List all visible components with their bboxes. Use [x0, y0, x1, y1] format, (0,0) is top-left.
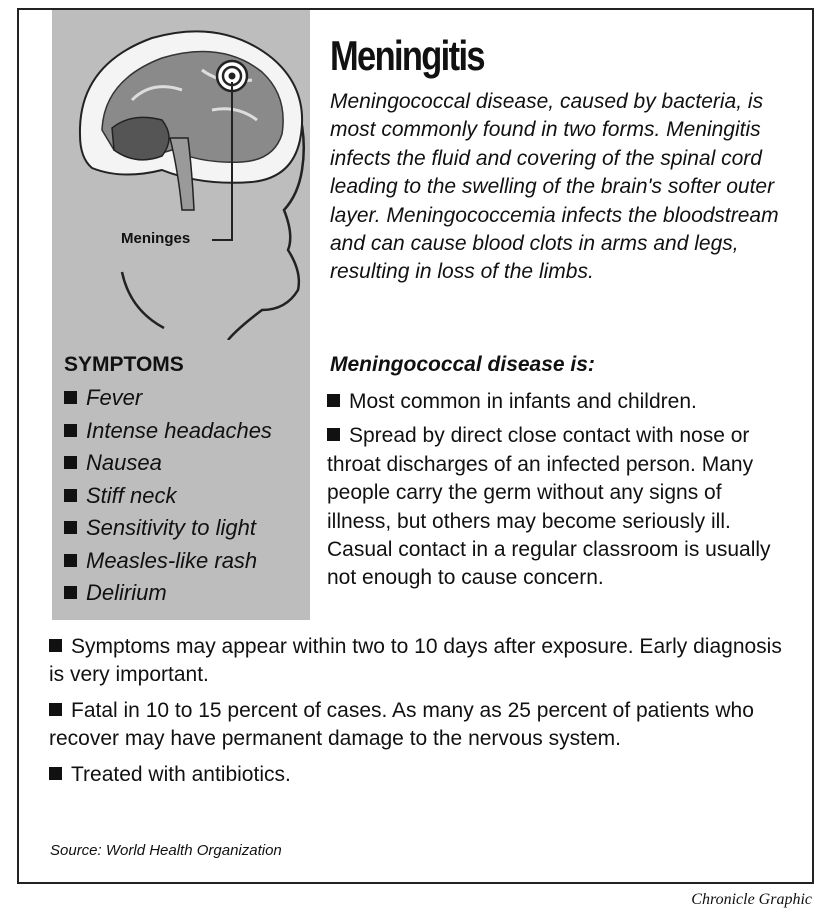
brain-illustration: [52, 10, 310, 340]
meninges-label: Meninges: [121, 230, 191, 247]
square-bullet-icon: [64, 554, 77, 567]
list-item: Delirium: [64, 578, 272, 611]
page-title: Meningitis: [330, 32, 484, 79]
list-item: Spread by direct close contact with nose or throat discharges of an infected person. Many people carry the germ without any signs of illness, but others may become seriously ill. Casual contact in a regular classroom is usually not enough to cause concern.: [327, 424, 771, 590]
intro-paragraph: Meningococcal disease, caused by bacteria, is most commonly found in two forms. Meningitis infects the fluid and covering of the spinal cord leading to the swelling of the brain's softer outer layer. Meningococcemia infects the bloodstream and can cause blood clots in arms and legs, resulting in loss of the limbs.: [330, 90, 779, 284]
list-item: Treated with antibiotics.: [49, 761, 789, 789]
symptoms-heading: SYMPTOMS: [64, 353, 184, 376]
disease-heading: Meningococcal disease is:: [330, 353, 595, 376]
cerebellum: [112, 117, 169, 160]
symptom-list: [64, 383, 272, 611]
list-item: Sensitivity to light: [64, 513, 272, 546]
square-bullet-icon: [64, 424, 77, 437]
list-item: Measles-like rash: [64, 546, 272, 579]
list-item: Fever: [64, 383, 272, 416]
square-bullet-icon: [64, 489, 77, 502]
square-bullet-icon: [64, 391, 77, 404]
disease-facts-list: [327, 388, 782, 599]
list-item: Stiff neck: [64, 481, 272, 514]
graphic-credit: Chronicle Graphic: [691, 891, 812, 908]
square-bullet-icon: [49, 639, 62, 652]
list-item: Intense headaches: [64, 416, 272, 449]
square-bullet-icon: [327, 394, 340, 407]
list-item: Symptoms may appear within two to 10 days after exposure. Early diagnosis is very important.: [49, 635, 782, 687]
neck-outline: [122, 272, 164, 328]
list-item: Nausea: [64, 448, 272, 481]
square-bullet-icon: [49, 767, 62, 780]
bottom-facts-list: [49, 633, 789, 796]
square-bullet-icon: [64, 521, 77, 534]
source-note: Source: World Health Organization: [50, 842, 282, 859]
list-item: Fatal in 10 to 15 percent of cases. As many as 25 percent of patients who recover may have permanent damage to the nervous system.: [49, 698, 754, 751]
square-bullet-icon: [327, 428, 340, 441]
square-bullet-icon: [64, 456, 77, 469]
list-item: Most common in infants and children.: [327, 388, 782, 416]
square-bullet-icon: [64, 586, 77, 599]
square-bullet-icon: [49, 703, 62, 716]
